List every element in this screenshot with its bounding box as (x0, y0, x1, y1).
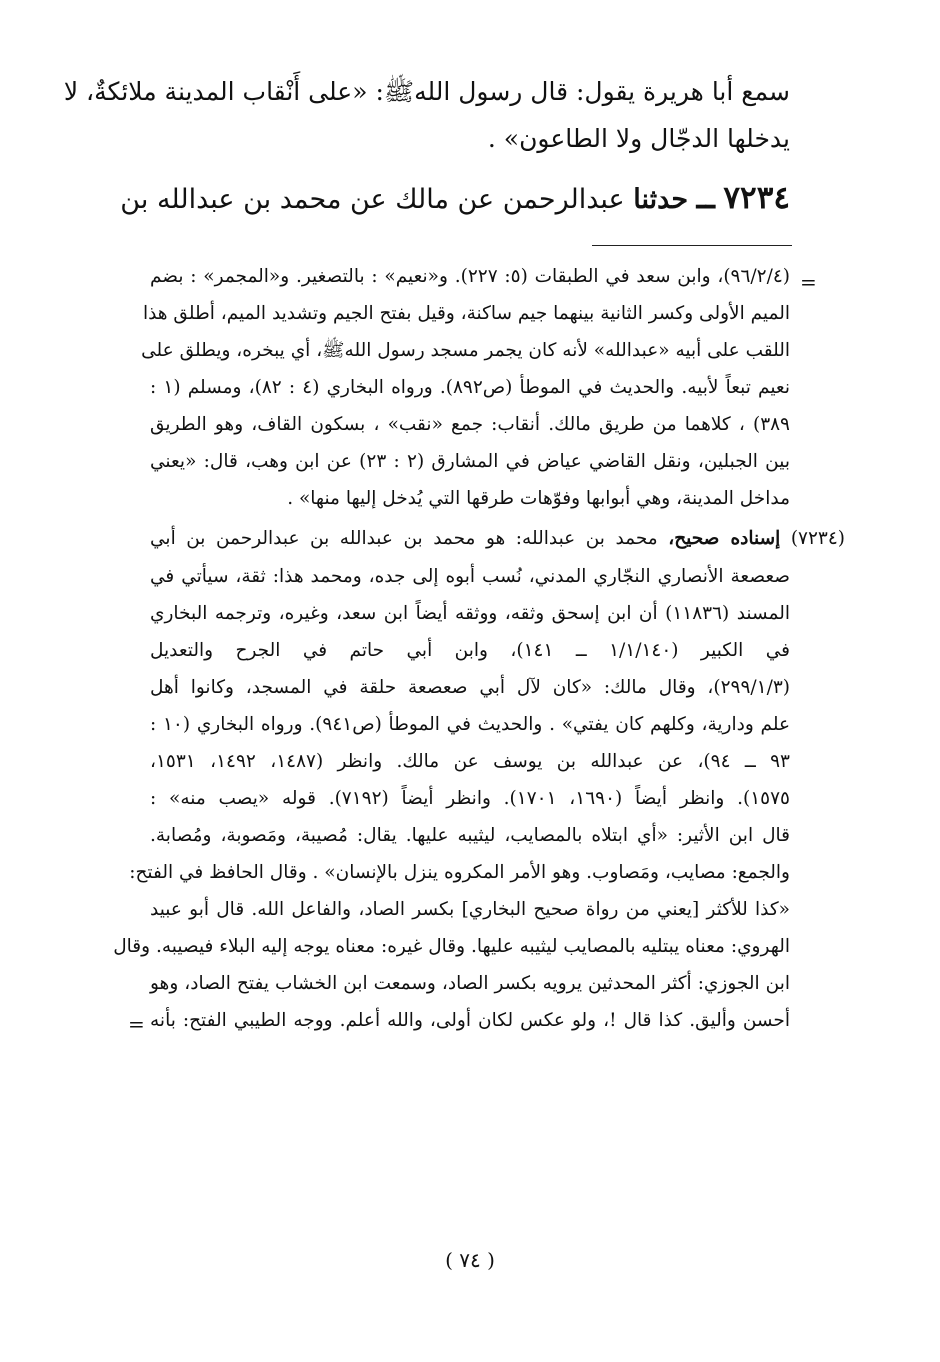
note-7234-line-5: (٢٩٩/١/٣)، وقال مالك: «كان لآل أبي صعصعة حلقة في المسجد، وكانوا أهل (150, 677, 790, 698)
footnote-divider (592, 245, 792, 246)
note-prev-line-3: اللقب على أبيه «عبدالله» لأنه كان يجمر مسجد رسول اللهﷺ، أي يبخره، ويطلق على (141, 340, 790, 361)
note-7234-number: (٧٢٣٤) (790, 528, 845, 549)
note-7234-line-10: والجمع: مصايب، ومَصاوب. وهو الأمر المكروه ينزل بالإنسان» . وقال الحافظ في الفتح: (129, 862, 790, 883)
hadith-number: ٧٢٣٤ (723, 180, 790, 216)
note-7234-first-line: محمد بن عبدالله: هو محمد بن عبدالله بن عبدالرحمن بن أبي (150, 528, 658, 549)
hadith-heading (120, 180, 790, 216)
continuation-mark-bottom: = (128, 1012, 145, 1036)
note-7234-line-7: ٩٣ ــ ٩٤)، عن عبدالله بن يوسف عن مالك. وانظر (١٤٨٧، ١٤٩٢، ١٥٣١، (150, 751, 790, 772)
note-prev-line-2: الميم الأولى وكسر الثانية بينهما جيم ساكنة، وقيل بفتح الجيم وتشديد الميم، أطلق هذا (142, 303, 790, 324)
note-prev-line-6: بين الجبلين، ونقل القاضي عياض في المشارق (٢ : ٢٣) عن ابن وهب، قال: «يعني (150, 451, 790, 472)
isnad-label: إسناده صحيح، (668, 528, 781, 549)
note-7234-line-8: ١٥٧٥). وانظر أيضاً (١٦٩٠، ١٧٠١). وانظر أيضاً (٧١٩٢). قوله «يصب منه» : (150, 788, 790, 809)
hadith-dash: ــ (696, 180, 715, 216)
hadith-opening-word: حدثنا (633, 184, 689, 215)
hadith-chain: عبدالرحمن عن مالك عن محمد بن عبدالله بن (120, 184, 625, 215)
note-7234-line-12: الهروي: معناه يبتليه بالمصايب ليثيبه عليها. وقال غيره: معناه يوجه إليه البلاء فيصيبه. وقال (113, 936, 790, 957)
note-7234-line-6: علم ودارية، وكلهم كان يفتي» . والحديث في الموطأ (ص٩٤١). ورواه البخاري (١٠ : (150, 714, 790, 735)
main-text-line-2: يدخلها الدجّال ولا الطاعون» . (487, 124, 790, 153)
note-prev-line-5: ٣٨٩) ، كلاهما من طريق مالك. أنقاب: جمع «نقب» ، بسكون القاف، وهو الطريق (150, 414, 790, 435)
note-7234-line-2: صعصعة الأنصاري النجّاري المدني، نُسب أبوه إلى جده، ومحمد هذا: ثقة، سيأتي في (150, 566, 790, 587)
note-prev-line-1: (٩٦/٢/٤)، وابن سعد في الطبقات (٥: ٢٢٧). و«نعيم» : بالتصغير. و«المجمر» : بضم (150, 266, 790, 287)
continuation-mark-top: = (800, 270, 817, 294)
note-7234-line-14: أحسن وأليق. كذا قال !، ولو عكس لكان أولى، والله أعلم. ووجه الطيبي الفتح: بأنه (150, 1010, 790, 1031)
note-7234-line-4: في الكبير (١/١/١٤٠ ــ ١٤١)، وابن أبي حاتم في الجرح والتعديل (150, 640, 790, 661)
note-7234-line-13: ابن الجوزي: أكثر المحدثين يرويه بكسر الصاد، وسمعت ابن الخشاب يفتح الصاد، وهو (150, 973, 790, 994)
page-number: ( ٧٤ ) (445, 1248, 495, 1272)
main-text-line-1: سمع أبا هريرة يقول: قال رسول اللهﷺ: «على أَنْقاب المدينة ملائكةٌ، لا (63, 77, 790, 106)
note-prev-line-7: مداخل المدينة، وهي أبوابها وفوّهات طرقها التي يُدخل إليها منها» . (287, 488, 790, 509)
note-7234-line-3: المسند (١١٨٣٦) أن ابن إسحق وثقه، ووثقه أيضاً ابن سعد، وغيره، وترجمه البخاري (150, 603, 790, 624)
note-7234-line-1 (150, 528, 845, 549)
note-7234-line-9: قال ابن الأثير: «أي ابتلاه بالمصايب، ليثيبه عليها. يقال: مُصيبة، ومَصوبة، ومُصابة. (150, 825, 790, 846)
note-7234-line-11: «كذا للأكثر [يعني من رواة صحيح البخاري] بكسر الصاد، والفاعل الله. قال أبو عبيد (150, 899, 790, 920)
note-prev-line-4: نعيم تبعاً لأبيه. والحديث في الموطأ (ص٨٩٢). ورواه البخاري (٤ : ٨٢)، ومسلم (١ : (150, 377, 790, 398)
